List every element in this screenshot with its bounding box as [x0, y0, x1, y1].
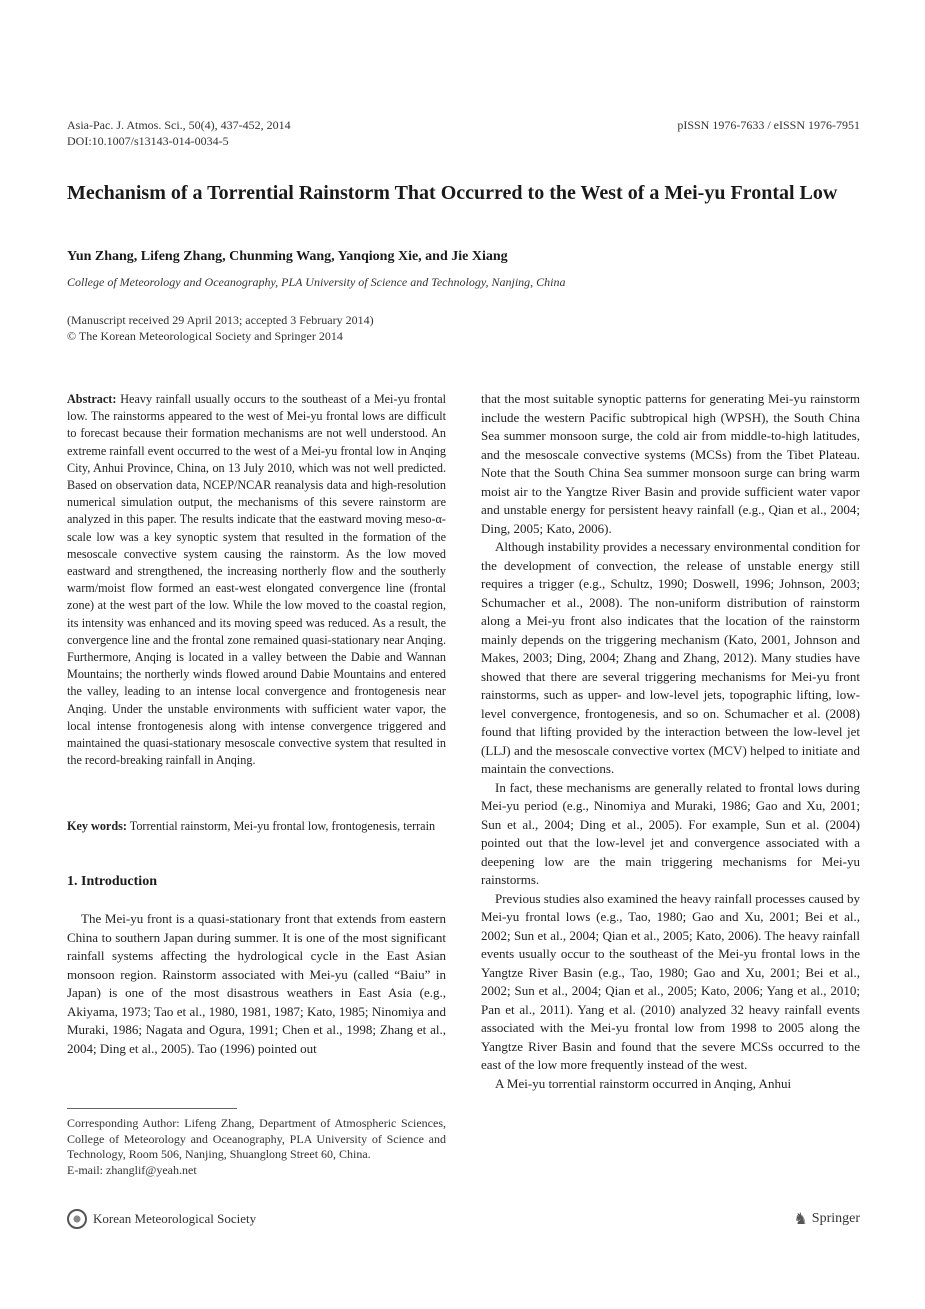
springer-horse-icon: ♞ — [793, 1211, 808, 1228]
right-paragraph-5: A Mei-yu torrential rainstorm occurred in Anqing, Anhui — [495, 1075, 792, 1091]
section-heading-introduction: 1. Introduction — [67, 874, 157, 889]
keywords — [67, 818, 446, 835]
footnote-divider — [67, 1108, 237, 1109]
journal-volume-line: Asia-Pac. J. Atmos. Sci., 50(4), 437-452, 2014 — [67, 118, 291, 132]
journal-citation — [67, 117, 291, 149]
affiliation: College of Meteorology and Oceanography, PLA University of Science and Technology, Nanjing, China — [67, 275, 566, 289]
author-list: Yun Zhang, Lifeng Zhang, Chunming Wang, Yanqiong Xie, and Jie Xiang — [67, 249, 508, 264]
copyright-line: © The Korean Meteorological Society and Springer 2014 — [67, 329, 343, 343]
right-paragraph-1: that the most suitable synoptic patterns for generating Mei-yu rainstorm include the western Pacific subtropical high (WPSH), the South China Sea summer monsoon surge, the cold air from middle-to-high latitudes, and the mesoscale convective systems (MCSs) from the Tibet Plateau. Note that the South China Sea summer monsoon surge can bring warm moist air to the Yangtze River Basin and provide sufficient water vapor and unstable energy for persistent heavy rainfall (e.g., Qian et al., 2004; Ding, 2005; Kato, 2006). — [481, 391, 860, 536]
society-emblem-icon — [67, 1209, 87, 1229]
society-name: Korean Meteorological Society — [93, 1211, 257, 1226]
publisher-name: Springer — [811, 1211, 860, 1226]
corresponding-author-text: Corresponding Author: Lifeng Zhang, Department of Atmospheric Sciences, College of Meteorology and Oceanography, PLA University of Science and Technology, Room 506, Nanjing, Shuanglong Street 60, China. — [67, 1116, 446, 1161]
manuscript-dates: (Manuscript received 29 April 2013; accepted 3 February 2014) — [67, 313, 374, 327]
right-column — [481, 390, 860, 1093]
abstract-label: Abstract: — [67, 392, 117, 406]
abstract-text: Heavy rainfall usually occurs to the southeast of a Mei-yu frontal low. The rainstorms appeared to the west of Mei-yu frontal lows are difficult to forecast because their formation mechanisms are not well understood. An extreme rainfall event occurred to the west of a Mei-yu frontal low in Anqing City, Anhui Province, China, on 13 July 2010, which was not well predicted. Based on observation data, NCEP/NCAR reanalysis data and high-resolution numerical simulation output, the mechanisms of this severe rainstorm are analyzed in this paper. The results indicate that the eastward moving meso-α-scale low was a key synoptic system that resulted in the formation of the mesoscale convective system causing the rainstorm. As the low moved eastward and strengthened, the increasing northerly flow and the southerly warm/moist flow formed an east-west elongated convergence line (frontal zone) at the west part of the low. While the low moved to the coastal region, its intensity was enhanced and its moving speed was reduced. As a result, the convergence line and the frontal zone remained quasi-stationary near Anqing. Furthermore, Anqing is located in a valley between the Dabie and Wannan Mountains; the northerly winds flowed around Dabie Mountains and entered the valley, leading to an intense local convergence and frontogenesis near Anqing. Under the unstable environments with sufficient water vapor, the local intense frontogenesis along with intense convergence triggered and maintained the quasi-stationary mesoscale convective system that resulted in the record-breaking rainfall in Anqing. — [67, 392, 446, 768]
keywords-text: Torrential rainstorm, Mei-yu frontal low, frontogenesis, terrain — [126, 819, 436, 833]
society-logo — [67, 1208, 256, 1230]
introduction-body — [67, 910, 446, 1058]
keywords-label: Key words: — [67, 819, 127, 833]
doi-line: DOI:10.1007/s13143-014-0034-5 — [67, 134, 229, 148]
publisher-logo — [793, 1208, 860, 1230]
corresponding-author — [67, 1116, 446, 1178]
right-paragraph-4: Previous studies also examined the heavy rainfall processes caused by Mei-yu frontal lows (e.g., Tao, 1980; Gao and Xu, 2001; Bei et al., 2002; Sun et al., 2004; Qian et al., 2005; Kato, 2006). The heavy rainfall events usually occur to the southeast of the Mei-yu frontal lows in the Yangtze River Basin (e.g., Tao, 1980; Gao and Xu, 2001; Bei et al., 2002; Sun et al., 2004; Qian et al., 2005; Kato, 2006; Yang et al., 2010; Pan et al., 2011). Yang et al. (2010) analyzed 32 heavy rainfall events associated with the Mei-yu frontal low from 1998 to 2005 along the Yangtze River Basin and found that the severe MCSs occurred to the east of the low more frequently instead of the west. — [481, 890, 860, 1072]
intro-paragraph-1: The Mei-yu front is a quasi-stationary front that extends from eastern China to southern Japan during summer. It is one of the most significant rainfall systems affecting the hydrological cycle in the East Asian monsoon region. Rainstorm associated with Mei-yu (called “Baiu” in Japan) is one of the most disastrous weathers in East Asia (e.g., Akiyama, 1973; Tao et al., 1980, 1981, 1987; Kato, 1985; Ninomiya and Muraki, 1986; Nagata and Ogura, 1991; Chen et al., 1998; Zhang et al., 2004; Ding et al., 2005). Tao (1996) pointed out — [67, 911, 446, 1056]
abstract — [67, 391, 446, 769]
issn-line: pISSN 1976-7633 / eISSN 1976-7951 — [677, 118, 860, 132]
paper-title: Mechanism of a Torrential Rainstorm That Occurred to the West of a Mei-yu Frontal Low — [67, 182, 838, 204]
right-paragraph-2: Although instability provides a necessary environmental condition for the development of convection, the release of unstable energy still requires a trigger (e.g., Schultz, 1990; Doswell, 1996; Johnson, 2003; Schumacher et al., 2008). The non-uniform distribution of rainstorm along a Mei-yu front also indicates that the location of the rainstorm mainly depends on the triggering mechanism (Kato, 2001, Johnson and Makes, 2003; Ding, 2004; Zhang and Zhang, 2012). Many studies have showed that there are several triggering mechanisms for Mei-yu front rainstorms, such as upper- and low-level jets, topographic lifting, low-level convergence, frontogenesis, and so on. Schumacher et al. (2008) found that lifting provided by the interaction between the low-level jet (LLJ) and the mesoscale convective vortex (MCV) helped to initiate and maintain the convections. — [481, 539, 860, 776]
corresponding-email: E-mail: zhanglif@yeah.net — [67, 1162, 197, 1177]
right-paragraph-3: In fact, these mechanisms are generally related to frontal lows during Mei-yu period (e.g., Ninomiya and Muraki, 1986; Gao and Xu, 2001; Sun et al., 2004; Ding et al., 2005). For example, Sun et al. (2004) pointed out that the low-level jet and convergence associated with a deepening low are the main triggering mechanisms for Mei-yu rainstorms. — [481, 779, 860, 887]
manuscript-info — [67, 312, 374, 344]
